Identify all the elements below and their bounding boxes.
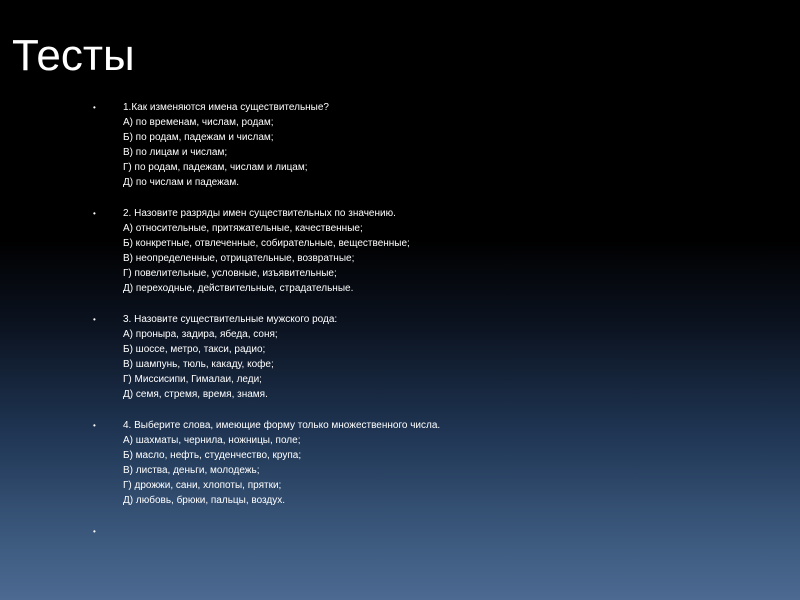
answer-option: А) шахматы, чернила, ножницы, поле; <box>123 435 301 446</box>
answer-option: В) шампунь, тюль, какаду, кофе; <box>123 359 274 370</box>
answer-option: А) проныра, задира, ябеда, соня; <box>123 329 278 340</box>
answer-option: Б) конкретные, отвлеченные, собирательные, вещественные; <box>123 238 410 249</box>
answer-option: Г) по родам, падежам, числам и лицам; <box>123 162 308 173</box>
empty-bullet <box>93 524 773 539</box>
answer-option: Г) дрожжи, сани, хлопоты, прятки; <box>123 480 282 491</box>
bullet-icon: • <box>93 315 96 324</box>
answer-option: Д) по числам и падежам. <box>123 177 240 188</box>
question-text: 1.Как изменяются имена существительные? <box>123 102 329 113</box>
answer-option: В) по лицам и числам; <box>123 147 228 158</box>
question-text: 4. Выберите слова, имеющие форму только множественного числа. <box>123 420 441 431</box>
question-text: 2. Назовите разряды имен существительных по значению. <box>123 208 396 219</box>
answer-option: А) относительные, притяжательные, качественные; <box>123 223 363 234</box>
slide-title: Тесты <box>12 31 135 80</box>
answer-option: А) по временам, числам, родам; <box>123 117 274 128</box>
bullet-icon: • <box>93 103 96 112</box>
slide-content <box>93 100 773 539</box>
answer-option: Г) повелительные, условные, изъявительные; <box>123 268 337 279</box>
bullet-icon: • <box>93 527 96 536</box>
question-4 <box>93 418 773 508</box>
answer-option: В) неопределенные, отрицательные, возвратные; <box>123 253 355 264</box>
question-text: 3. Назовите существительные мужского рода: <box>123 314 338 325</box>
question-3 <box>93 312 773 402</box>
answer-option: Б) шоссе, метро, такси, радио; <box>123 344 266 355</box>
question-1 <box>93 100 773 190</box>
answer-option: В) листва, деньги, молодежь; <box>123 465 260 476</box>
question-2 <box>93 206 773 296</box>
answer-option: Д) семя, стремя, время, знамя. <box>123 389 268 400</box>
bullet-icon: • <box>93 209 96 218</box>
answer-option: Д) любовь, брюки, пальцы, воздух. <box>123 495 286 506</box>
answer-option: Б) масло, нефть, студенчество, крупа; <box>123 450 302 461</box>
answer-option: Д) переходные, действительные, страдательные. <box>123 283 354 294</box>
bullet-icon: • <box>93 421 96 430</box>
answer-option: Г) Миссисипи, Гималаи, леди; <box>123 374 262 385</box>
answer-option: Б) по родам, падежам и числам; <box>123 132 274 143</box>
